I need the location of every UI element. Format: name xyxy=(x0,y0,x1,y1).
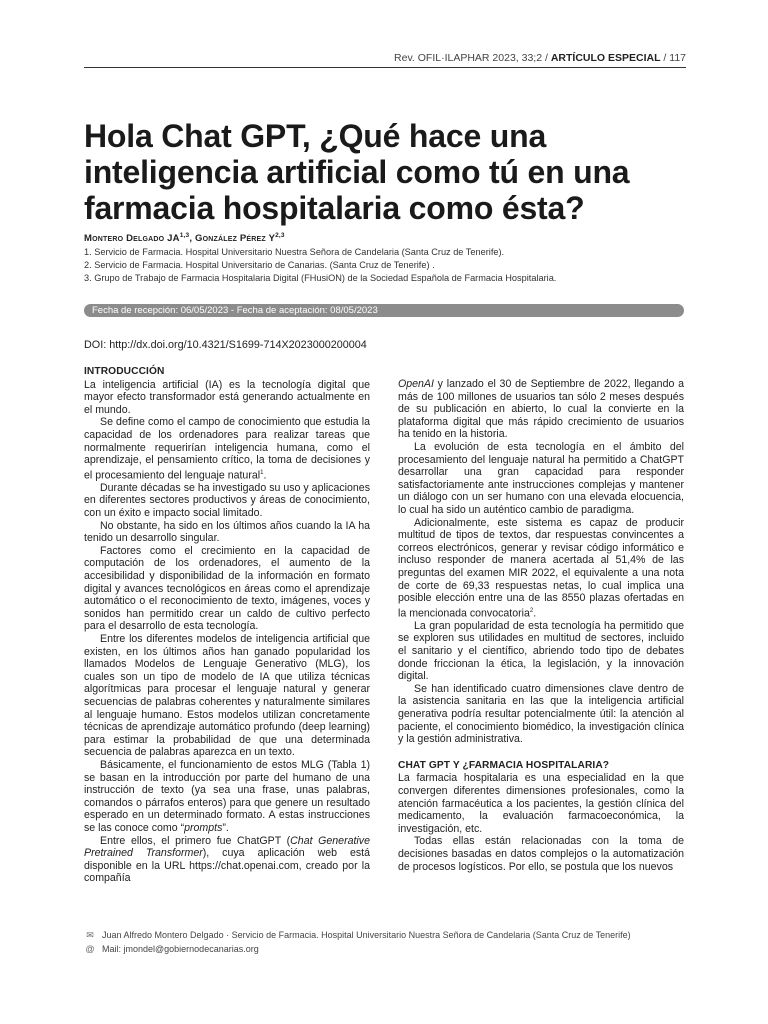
affiliation-item: 1. Servicio de Farmacia. Hospital Universitario Nuestra Señora de Candelaria (Santa Cruz de Tenerife). xyxy=(84,247,505,257)
envelope-icon: ✉ xyxy=(86,930,94,940)
right-column xyxy=(398,378,684,873)
paragraph: La farmacia hospitalaria es una especialidad en la que convergen diferentes dimensiones profesionales, como la atención farmacéutica a los pacientes, la gestión clínica del medicamento, la evaluación farmacoeconómica, la investigación, etc. xyxy=(398,772,684,835)
correspondence-mail-text[interactable]: Mail: jmondel@gobiernodecanarias.org xyxy=(102,944,259,954)
paragraph: Todas ellas están relacionadas con la toma de decisiones basadas en datos complejos o la automatización de procesos logísticos. Por ello, se postula que los nuevos xyxy=(398,835,684,873)
paragraph: Entre los diferentes modelos de inteligencia artificial que existen, en los últimos años han ganado popularidad los llamados Modelos de Lenguaje Generativo (MLG), los cuales son un tipo de modelo de IA que utiliza técnicas algorítmicas para procesar el lenguaje natural y generar secuencias de palabras coherentes y naturalmente similares al lenguaje humano. Estos modelos utilizan concretamente técnicas de aprendizaje automático profundo (deep learning) para estimar la probabilidad de que una determinada secuencia de palabras aparezca en un texto. xyxy=(84,633,370,759)
paragraph: La evolución de esta tecnología en el ámbito del procesamiento del lenguaje natural ha permitido a ChatGPT desarrollar una gran capacidad para responder satisfactoriamente ante instrucciones complejas y mantener un diálogo con un ser humano con una elevada elocuencia, lo cual ha sido un auténtico cambio de paradigma. xyxy=(398,440,684,516)
paragraph: Se define como el campo de conocimiento que estudia la capacidad de los ordenadores para realizar tareas que normalmente requerirían inteligencia humana, como el aprendizaje, el pensamiento crítico, la toma de decisiones y el procesamiento del lenguaje natural$^1$. xyxy=(84,416,370,482)
article-title: Hola Chat GPT, ¿Qué hace una inteligencia artificial como tú en una farmacia hospitalaria como ésta? xyxy=(84,118,630,226)
correspondence-mail xyxy=(84,942,631,956)
doi-link[interactable]: DOI: http://dx.doi.org/10.4321/S1699-714X2023000200004 xyxy=(84,339,367,351)
section-heading-chatgpt-farmacia: CHAT GPT Y ¿FARMACIA HOSPITALARIA? xyxy=(398,759,610,771)
author-separator: , xyxy=(189,233,196,245)
affiliation-item: 3. Grupo de Trabajo de Farmacia Hospitalaria Digital (FHusiON) de la Sociedad Española de Farmacia Hospitalaria. xyxy=(84,273,557,283)
section-label: ARTÍCULO ESPECIAL xyxy=(550,52,661,64)
journal-citation: Rev. OFIL·ILAPHAR 2023, 33;2 / xyxy=(394,52,548,64)
paragraph: Básicamente, el funcionamiento de estos MLG (Tabla 1) se basan en la introducción por parte del humano de una instrucción de texto (ya sea una frase, unas palabras, comandos o párrafos enteros) para que genere un resultado esperado en un determinado formato. A estas instrucciones se las conoce como “prompts”. xyxy=(84,758,370,834)
paragraph: Entre ellos, el primero fue ChatGPT (Chat Generative Pretrained Transformer), cuya aplicación web está disponible en la URL https://chat.openai.com, creado por la compañía xyxy=(84,834,370,885)
at-icon: @ xyxy=(85,944,95,954)
author-name: Montero Delgado JA xyxy=(84,233,180,245)
correspondence-author-text: Juan Alfredo Montero Delgado · Servicio de Farmacia. Hospital Universitario Nuestra Señora de Candelaria (Santa Cruz de Tenerife) xyxy=(102,930,631,940)
author-affil-sup: 1,3 xyxy=(179,232,190,239)
paragraph: Se han identificado cuatro dimensiones clave dentro de la asistencia sanitaria en las que la inteligencia artificial generativa podría resultar potencialmente útil: la atención al paciente, el conocimiento biomédico, la investigación clínica y la gestión administrativa. xyxy=(398,682,684,746)
paragraph: Durante décadas se ha investigado su uso y aplicaciones en diferentes sectores productivos y áreas de conocimiento, con un éxito e impacto social limitado. xyxy=(84,481,370,520)
running-head xyxy=(394,52,686,64)
page-number: / 117 xyxy=(663,52,686,64)
affiliation-list xyxy=(84,246,684,285)
section-heading-introduccion: INTRODUCCIÓN xyxy=(84,366,165,377)
affiliation-item: 2. Servicio de Farmacia. Hospital Universitario de Canarias. (Santa Cruz de Tenerife) . xyxy=(84,260,435,270)
header-rule xyxy=(84,67,686,68)
left-column xyxy=(84,366,370,885)
correspondence-author xyxy=(84,928,631,942)
dates-bar: Fecha de recepción: 06/05/2023 - Fecha de aceptación: 08/05/2023 xyxy=(84,304,684,317)
paragraph: Factores como el crecimiento en la capacidad de computación de los ordenadores, el aumento de la accesibilidad y disponibilidad de la información en formato digital y avances tecnológicos en áreas como el aprendizaje automático o el reconocimiento de texto, imágenes, voces y sonidos han permitido crear un caldo de cultivo perfecto para el desarrollo de esta tecnología. xyxy=(84,544,370,633)
correspondence-footer xyxy=(84,928,631,956)
paragraph: La gran popularidad de esta tecnología ha permitido que se exploren sus utilidades en multitud de sectores, incluido el sanitario y el científico, abriendo todo tipo de debates donde friccionan la ética, la legislación, y la innovación digital. xyxy=(398,619,684,683)
author-affil-sup: 2,3 xyxy=(275,232,285,239)
paragraph: No obstante, ha sido en los últimos años cuando la IA ha tenido un desarrollo singular. xyxy=(84,519,370,545)
author-list xyxy=(84,232,285,244)
paragraph: OpenAI y lanzado el 30 de Septiembre de 2022, llegando a más de 100 millones de usuarios tan sólo 2 meses después de su publicación en abierto, lo cual la convierte en la plataforma digital que más rápido crecimiento de usuarios ha tenido en la historia. xyxy=(398,378,684,441)
paragraph: La inteligencia artificial (IA) es la tecnología digital que mayor efecto transformador está generando actualmente en el mundo. xyxy=(84,378,370,416)
author-name: González Pérez Y xyxy=(195,233,276,245)
paragraph: Adicionalmente, este sistema es capaz de producir multitud de tipos de textos, dar respuestas convincentes a correos electrónicos, generar y revisar código informático e incluso responder de manera acertada al 51,4% de las preguntas del examen MIR 2022, el equivalente a una nota de corte de 69,33 respuestas netas, lo cual implica una posible elección entre una de las 8550 plazas ofertadas en la mencionada convocatoria$^2$. xyxy=(398,516,684,620)
